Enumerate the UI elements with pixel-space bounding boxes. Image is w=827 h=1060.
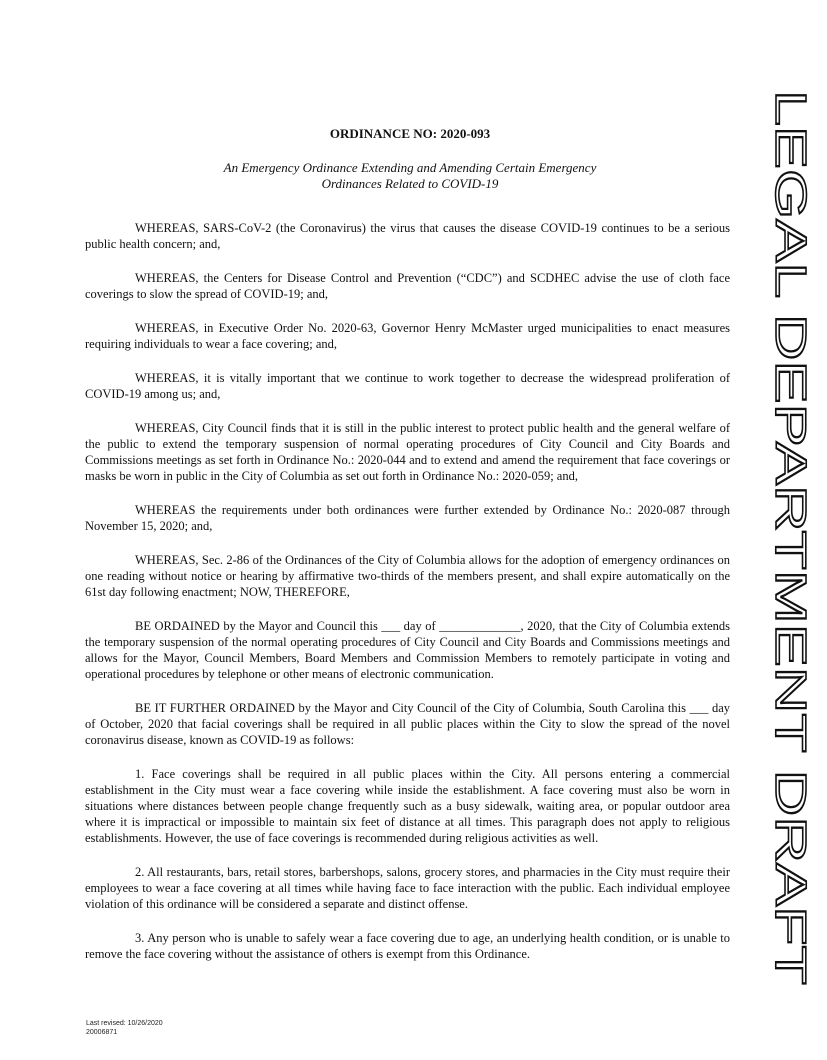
watermark-text: LEGAL DEPARTMENT DRAFT <box>766 90 815 700</box>
subtitle-line-1: An Emergency Ordinance Extending and Amending Certain Emergency <box>223 160 597 175</box>
paragraph-whereas-7: WHEREAS, Sec. 2-86 of the Ordinances of the City of Columbia allows for the adoption of emergency ordinances on one reading without notice or hearing by affirmative two-thirds of the members present, and shall expire automatically on the 61st day following enactment; NOW, THEREFORE, <box>85 553 730 599</box>
footer <box>86 1019 163 1037</box>
ordinance-body <box>85 220 730 978</box>
paragraph-whereas-2: WHEREAS, the Centers for Disease Control and Prevention (“CDC”) and SCDHEC advise the use of cloth face coverings to slow the spread of COVID-19; and, <box>85 271 730 301</box>
paragraph-item-2: 2. All restaurants, bars, retail stores, barbershops, salons, grocery stores, and pharmacies in the City must require their employees to wear a face covering at all times while having face to face interaction with the public. Each individual employee violation of this ordinance will be considered a separate and distinct offense. <box>85 865 730 911</box>
document-id: 20006871 <box>86 1029 118 1036</box>
watermark-svg <box>762 90 814 990</box>
ordinance-subtitle <box>90 160 730 192</box>
paragraph-whereas-4: WHEREAS, it is vitally important that we continue to work together to decrease the widespread proliferation of COVID-19 among us; and, <box>85 371 730 401</box>
paragraph-item-3: 3. Any person who is unable to safely wear a face covering due to age, an underlying health condition, or is unable to remove the face covering without the assistance of others is exempt from this Ordinance. <box>85 931 730 961</box>
last-revised: Last revised: 10/26/2020 <box>86 1020 163 1027</box>
ordinance-title: ORDINANCE NO: 2020-093 <box>329 126 491 141</box>
paragraph-whereas-6: WHEREAS the requirements under both ordinances were further extended by Ordinance No.: 2020-087 through November 15, 2020; and, <box>85 503 730 533</box>
paragraph-item-1: 1. Face coverings shall be required in all public places within the City. All persons entering a commercial establishment in the City must wear a face covering while inside the establishment. A face covering must also be worn in situations where distances between people change frequently such as a busy sidewalk, waiting area, or popular outdoor area where it is impractical or impossible to maintain six feet of distance at all times. This paragraph does not apply to religious establishments. However, the use of face coverings is recommended during religious activities as well. <box>85 767 730 845</box>
paragraph-ordained: BE ORDAINED by the Mayor and Council this ___ day of _____________, 2020, that the City of Columbia extends the temporary suspension of the normal operating procedures of City Council and City Boards and Commissions meetings and allows for the Mayor, Council Members, Board Members and Commission Members to remotely participate in voting and operational procedures by telephone or other means of electronic communication. <box>85 619 730 681</box>
paragraph-whereas-1: WHEREAS, SARS-CoV-2 (the Coronavirus) the virus that causes the disease COVID-19 continues to be a serious public health concern; and, <box>85 221 730 251</box>
paragraph-whereas-5: WHEREAS, City Council finds that it is still in the public interest to protect public health and the general welfare of the public to extend the temporary suspension of normal operating procedures of City Council and City Boards and Commissions meetings as set forth in Ordinance No.: 2020-044 and to extend and amend the requirement that face coverings or masks be worn in public in the City of Columbia as set out forth in Ordinance No.: 2020-059; and, <box>85 421 730 483</box>
paragraph-whereas-3: WHEREAS, in Executive Order No. 2020-63, Governor Henry McMaster urged municipalities to enact measures requiring individuals to wear a face covering; and, <box>85 321 730 351</box>
draft-watermark <box>762 90 814 990</box>
paragraph-further-ordained: BE IT FURTHER ORDAINED by the Mayor and City Council of the City of Columbia, South Carolina this ___ day of October, 2020 that facial coverings shall be required in all public places within the City to slow the spread of the novel coronavirus disease, known as COVID-19 as follows: <box>85 701 730 747</box>
subtitle-line-2: Ordinances Related to COVID-19 <box>321 176 499 191</box>
